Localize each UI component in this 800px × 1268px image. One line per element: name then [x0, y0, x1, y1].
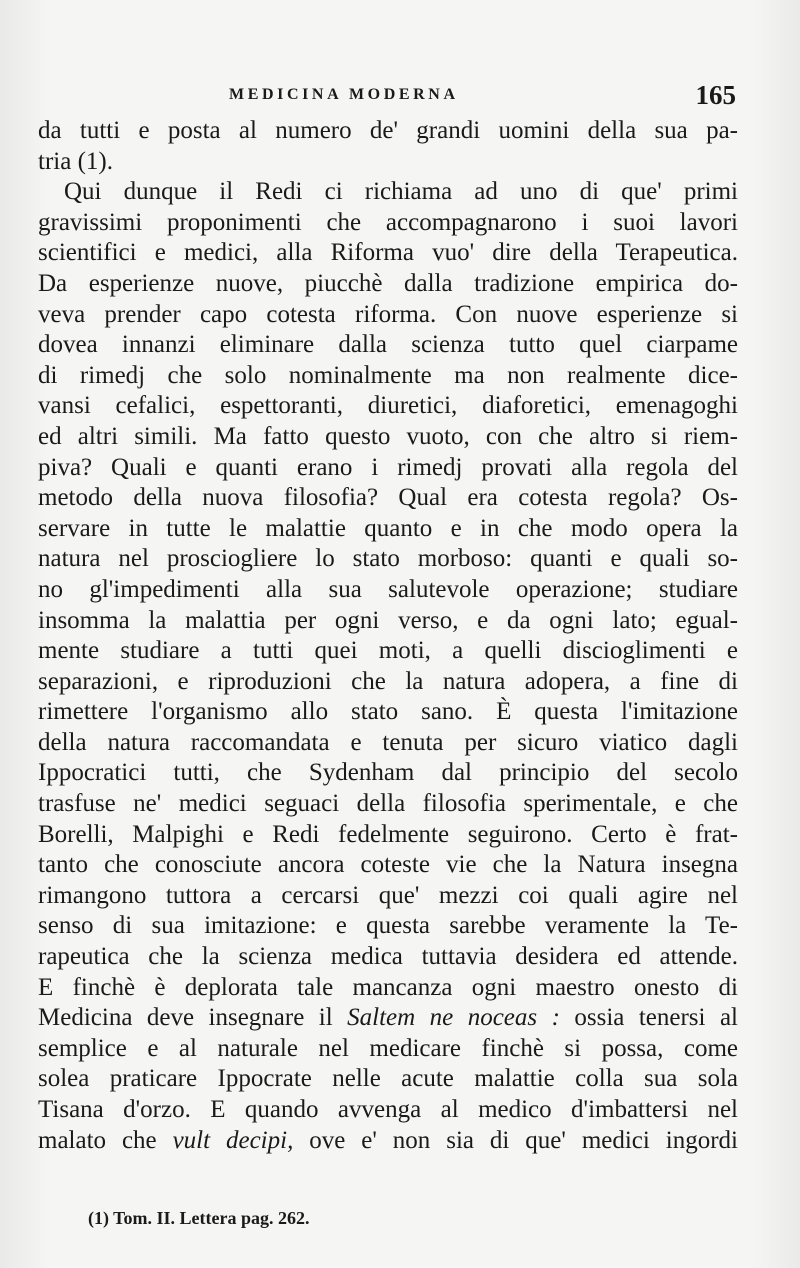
text-segment: ossia tenersi al — [559, 1004, 738, 1032]
italic-phrase: Saltem ne noceas : — [347, 1004, 560, 1032]
running-head: MEDICINA MODERNA — [229, 86, 459, 103]
text-line: insomma la malattia per ogni verso, e da ogni lato; egual- — [38, 606, 738, 634]
text-line: senso di sua imitazione: e questa sarebbe veramente la Te- — [38, 912, 738, 940]
page-header — [0, 80, 800, 114]
text-line: no gl'impedimenti alla sua salutevole operazione; studiare — [38, 575, 738, 603]
text-line: scientifici e medici, alla Riforma vuo' dire della Terapeutica. — [38, 239, 738, 267]
text-segment: ove e' non sia di que' medici ingordi — [293, 1126, 738, 1154]
text-line: della natura raccomandata e tenuta per sicuro viatico dagli — [38, 728, 738, 756]
text-line: Ippocratici tutti, che Sydenham dal principio del secolo — [38, 759, 738, 787]
text-line: rimettere l'organismo allo stato sano. È questa l'imitazione — [38, 698, 738, 726]
text-line: servare in tutte le malattie quanto e in che modo opera la — [38, 514, 738, 542]
text-line: veva prender capo cotesta riforma. Con nuove esperienze si — [38, 300, 738, 328]
footnote: (1) Tom. II. Lettera pag. 262. — [88, 1208, 310, 1228]
text-line: solea praticare Ippocrate nelle acute malattie colla sua sola — [38, 1065, 738, 1093]
text-line: ed altri simili. Ma fatto questo vuoto, con che altro si riem- — [38, 422, 738, 450]
text-line: tanto che conosciute ancora coteste vie che la Natura insegna — [38, 851, 738, 879]
page-number: 165 — [695, 80, 736, 110]
text-line: di rimedj che solo nominalmente ma non realmente dice- — [38, 361, 738, 389]
text-line: da tutti e posta al numero de' grandi uomini della sua pa- — [38, 117, 738, 144]
text-line: semplice e al naturale nel medicare finchè si possa, come — [38, 1034, 738, 1062]
italic-phrase: vult decipi, — [172, 1126, 294, 1154]
text-line: natura nel prosciogliere lo stato morboso: quanti e quali so- — [38, 545, 738, 573]
body-text — [38, 116, 738, 1156]
text-line: trasfuse ne' medici seguaci della filosofia sperimentale, e che — [38, 790, 738, 818]
text-line: rimangono tuttora a cercarsi que' mezzi coi quali agire nel — [38, 881, 738, 909]
text-line: separazioni, e riproduzioni che la natura adopera, a fine di — [38, 667, 738, 695]
text-line: piva? Quali e quanti erano i rimedj provati alla regola del — [38, 453, 738, 481]
text-line: Tisana d'orzo. E quando avvenga al medico d'imbattersi nel — [38, 1096, 738, 1123]
text-line: dovea innanzi eliminare dalla scienza tutto quel ciarpame — [38, 331, 738, 359]
text-line: Da esperienze nuove, piucchè dalla tradizione empirica do- — [38, 269, 738, 297]
text-line: tria (1). — [38, 147, 113, 175]
text-line: rapeutica che la scienza medica tuttavia desidera ed attende. — [38, 943, 738, 971]
text-line — [38, 1003, 738, 1034]
text-segment: malato che — [38, 1126, 173, 1154]
text-line: gravissimi proponimenti che accompagnarono i suoi lavori — [38, 208, 738, 236]
text-line: Qui dunque il Redi ci richiama ad uno di que' primi — [64, 178, 738, 206]
text-line: Borelli, Malpighi e Redi fedelmente seguirono. Certo è frat- — [38, 820, 738, 848]
text-line: vansi cefalici, espettoranti, diuretici, diaforetici, emenagoghi — [38, 392, 738, 420]
text-line: mente studiare a tutti quei moti, a quelli discioglimenti e — [38, 637, 738, 665]
text-segment: Medicina deve insegnare il — [38, 1004, 348, 1032]
text-line: metodo della nuova filosofia? Qual era cotesta regola? Os- — [38, 484, 738, 512]
text-line: E finchè è deplorata tale mancanza ogni maestro onesto di — [38, 973, 738, 1001]
text-line — [38, 1126, 738, 1157]
